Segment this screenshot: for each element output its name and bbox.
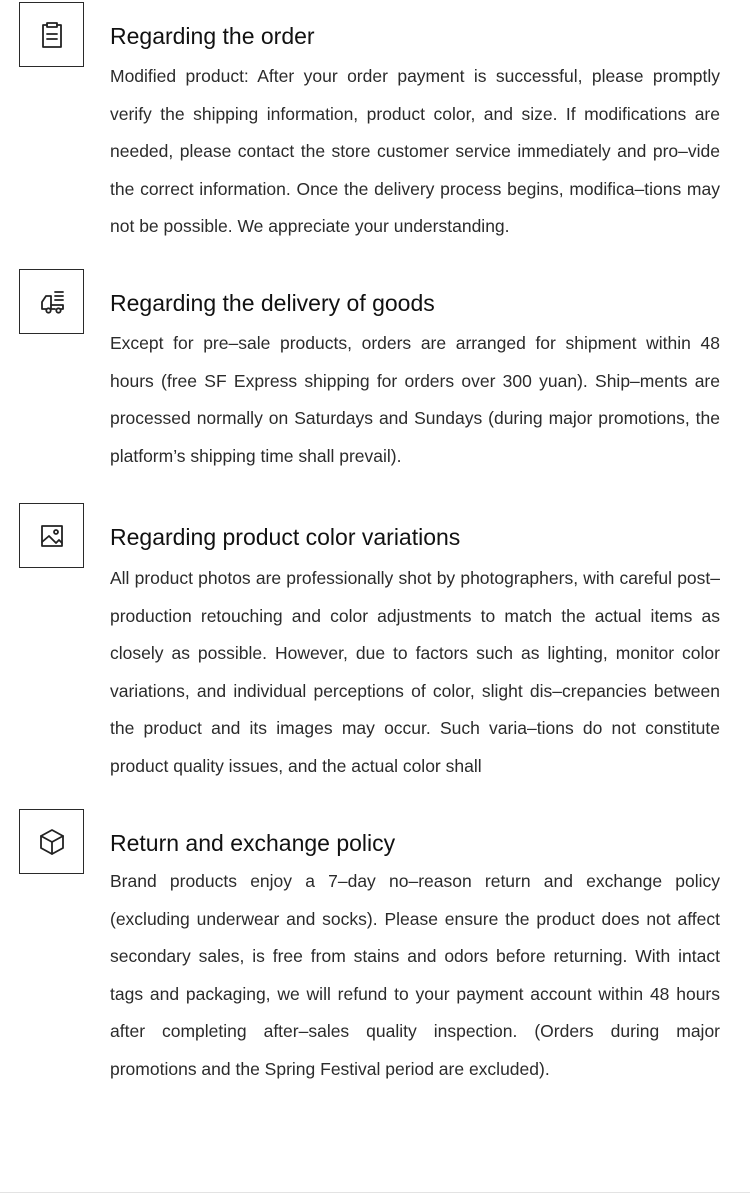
clipboard-icon — [19, 2, 84, 67]
section-text: Except for pre–sale products, orders are arranged for shipment within 48 hours (free SF Express shipping for orders over 300 yuan). Ship–ments are processed normally on Saturdays and Sundays (during major promotions, the platform’s shipping time shall prevail). — [110, 333, 720, 466]
bottom-divider — [0, 1192, 750, 1193]
section-title: Regarding the delivery of goods — [110, 290, 435, 316]
box-icon — [19, 809, 84, 874]
image-icon — [19, 503, 84, 568]
section-text: Brand products enjoy a 7–day no–reason return and exchange policy (excluding underwear and socks). Please ensure the product does not affect secondary sales, is free from stains and odors before returning. With intact tags and packaging, we will refund to your payment account within 48 hours after completing after–sales quality inspection. (Orders during major promotions and the Spring Festival period are excluded). — [110, 871, 720, 1079]
section-title: Regarding product color variations — [110, 524, 461, 550]
delivery-truck-icon — [19, 269, 84, 334]
section-title: Regarding the order — [110, 23, 315, 49]
section-title: Return and exchange policy — [110, 830, 396, 856]
section-text: Modified product: After your order payment is successful, please promptly verify the shipping information, product color, and size. If modifications are needed, please contact the store customer service immediately and pro–vide the correct information. Once the delivery process begins, modifica–tions may not be possible. We appreciate your understanding. — [110, 66, 720, 236]
section-text: All product photos are professionally shot by photographers, with careful post–production retouching and color adjustments to match the actual items as closely as possible. However, due to factors such as lighting, monitor color variations, and individual perceptions of color, slight dis–crepancies between the product and its images may occur. Such varia–tions do not constitute product quality issues, and the actual color shall — [110, 568, 720, 776]
